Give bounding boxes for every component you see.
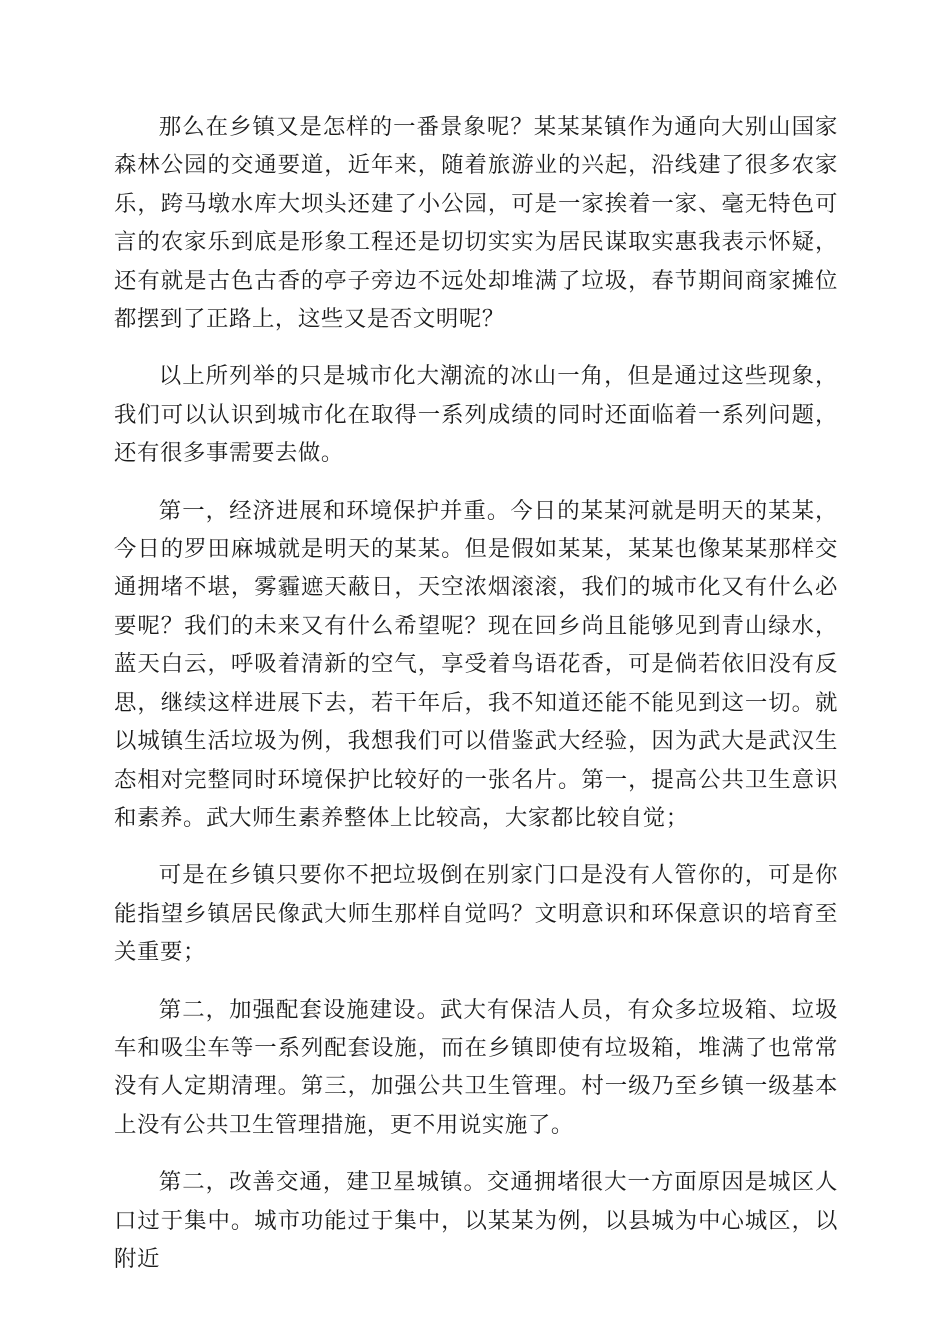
paragraph-tip-of-iceberg: 以上所列举的只是城市化大潮流的冰山一角，但是通过这些现象，我们可以认识到城市化在取得一系列成绩的同时还面临着一系列问题，还有很多事需要去做。 [114, 363, 838, 467]
paragraph-facilities-management: 第二，加强配套设施建设。武大有保洁人员，有众多垃圾箱、垃圾车和吸尘车等一系列配套设施，而在乡镇即使有垃圾箱，堆满了也常常没有人定期清理。第三，加强公共卫生管理。村一级乃至乡镇一级基本上没有公共卫生管理措施，更不用说实施了。 [114, 996, 838, 1138]
document-page [114, 108, 838, 1297]
paragraph-township-scenery: 那么在乡镇又是怎样的一番景象呢？某某某镇作为通向大别山国家森林公园的交通要道，近年来，随着旅游业的兴起，沿线建了很多农家乐，跨马墩水库大坝头还建了小公园，可是一家挨着一家、毫无特色可言的农家乐到底是形象工程还是切切实实为居民谋取实惠我表示怀疑，还有就是古色古香的亭子旁边不远处却堆满了垃圾，春节期间商家摊位都摆到了正路上，这些又是否文明呢？ [114, 114, 838, 333]
paragraph-township-awareness: 可是在乡镇只要你不把垃圾倒在别家门口是没有人管你的，可是你能指望乡镇居民像武大师生那样自觉吗？文明意识和环保意识的培育至关重要； [114, 862, 838, 966]
paragraph-economy-environment: 第一，经济进展和环境保护并重。今日的某某河就是明天的某某，今日的罗田麻城就是明天的某某。但是假如某某，某某也像某某那样交通拥堵不堪，雾霾遮天蔽日，天空浓烟滚滚，我们的城市化又有什么必要呢？我们的未来又有什么希望呢？现在回乡尚且能够见到青山绿水，蓝天白云，呼吸着清新的空气，享受着鸟语花香，可是倘若依旧没有反思，继续这样进展下去，若干年后，我不知道还能不能见到这一切。就以城镇生活垃圾为例，我想我们可以借鉴武大经验，因为武大是武汉生态相对完整同时环境保护比较好的一张名片。第一，提高公共卫生意识和素养。武大师生素养整体上比较高，大家都比较自觉； [114, 497, 838, 831]
paragraph-traffic-satellite-towns: 第二，改善交通，建卫星城镇。交通拥堵很大一方面原因是城区人口过于集中。城市功能过于集中，以某某为例，以县城为中心城区，以附近 [114, 1169, 838, 1272]
